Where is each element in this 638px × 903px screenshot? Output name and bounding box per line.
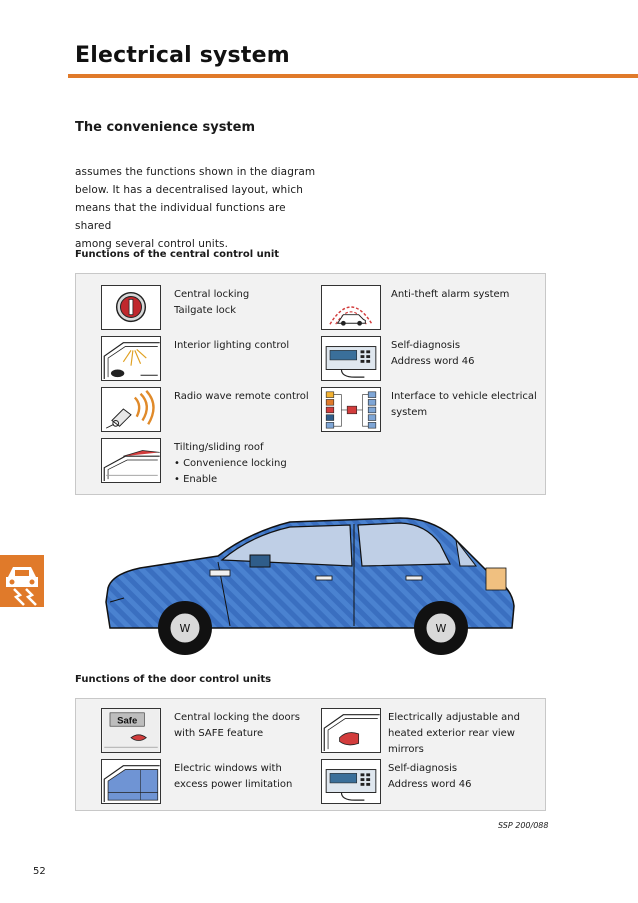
section-subtitle: The convenience system [75, 120, 256, 135]
item-line: Interior lighting control [174, 340, 290, 351]
figure-reference: SSP 200/088 [498, 821, 549, 830]
diagnosis-tester-icon [321, 336, 381, 381]
central-item-text [391, 287, 509, 303]
item-line: Central locking the doors [174, 712, 300, 723]
car-illustration [100, 510, 520, 655]
item-line: Electrically adjustable and [388, 712, 520, 723]
door-item-text [174, 710, 300, 742]
electrical-car-icon [0, 555, 44, 607]
title-rule [68, 74, 638, 78]
alarm-car-icon [321, 285, 381, 330]
interface-icon [321, 387, 381, 432]
intro-line: means that the individual functions are shared [75, 202, 286, 232]
item-line: Tailgate lock [174, 305, 237, 316]
item-line: Interface to vehicle electrical [391, 391, 537, 402]
door-item-text [174, 761, 292, 793]
intro-line: below. It has a decentralised layout, which [75, 184, 303, 196]
intro-paragraph [75, 163, 320, 253]
interior-light-icon [101, 336, 161, 381]
ignition-key-icon [101, 285, 161, 330]
central-functions-panel [75, 273, 546, 495]
item-line: • Enable [174, 474, 218, 485]
doors-heading: Functions of the door control units [75, 674, 272, 685]
item-line: Central locking [174, 289, 250, 300]
item-line: Self-diagnosis [388, 763, 458, 774]
diagnosis-tester-icon [321, 759, 381, 804]
svg-text:W: W [179, 622, 191, 635]
door-item-text [388, 710, 520, 758]
intro-line: among several control units. [75, 238, 229, 250]
item-line: • Convenience locking [174, 458, 287, 469]
chapter-tab [0, 555, 44, 607]
central-item-text [174, 338, 289, 354]
item-line: Anti-theft alarm system [391, 289, 510, 300]
page-number: 52 [33, 866, 46, 877]
door-item-text [388, 761, 472, 793]
svg-text:W: W [435, 622, 447, 635]
central-item-text [174, 287, 249, 319]
remote-key-icon [101, 387, 161, 432]
mirror-icon [321, 708, 381, 753]
item-line: mirrors [388, 744, 424, 755]
item-line: Radio wave remote control [174, 391, 309, 402]
central-heading: Functions of the central control unit [75, 249, 280, 260]
door-functions-panel [75, 698, 546, 811]
window-icon [101, 759, 161, 804]
central-item-text [174, 389, 309, 405]
item-line: Electric windows with [174, 763, 282, 774]
item-line: system [391, 407, 428, 418]
item-line: Tilting/sliding roof [174, 442, 264, 453]
sunroof-icon [101, 438, 161, 483]
central-item-text [391, 338, 475, 370]
page-title: Electrical system [75, 43, 290, 68]
intro-line: assumes the functions shown in the diagram [75, 166, 316, 178]
central-item-text [391, 389, 537, 421]
item-line: Address word 46 [388, 779, 472, 790]
item-line: with SAFE feature [174, 728, 264, 739]
central-item-text [174, 440, 287, 488]
safe-lock-icon [101, 708, 161, 753]
item-line: Self-diagnosis [391, 340, 461, 351]
item-line: Address word 46 [391, 356, 475, 367]
safe-label: Safe [117, 715, 138, 727]
item-line: excess power limitation [174, 779, 293, 790]
item-line: heated exterior rear view [388, 728, 515, 739]
